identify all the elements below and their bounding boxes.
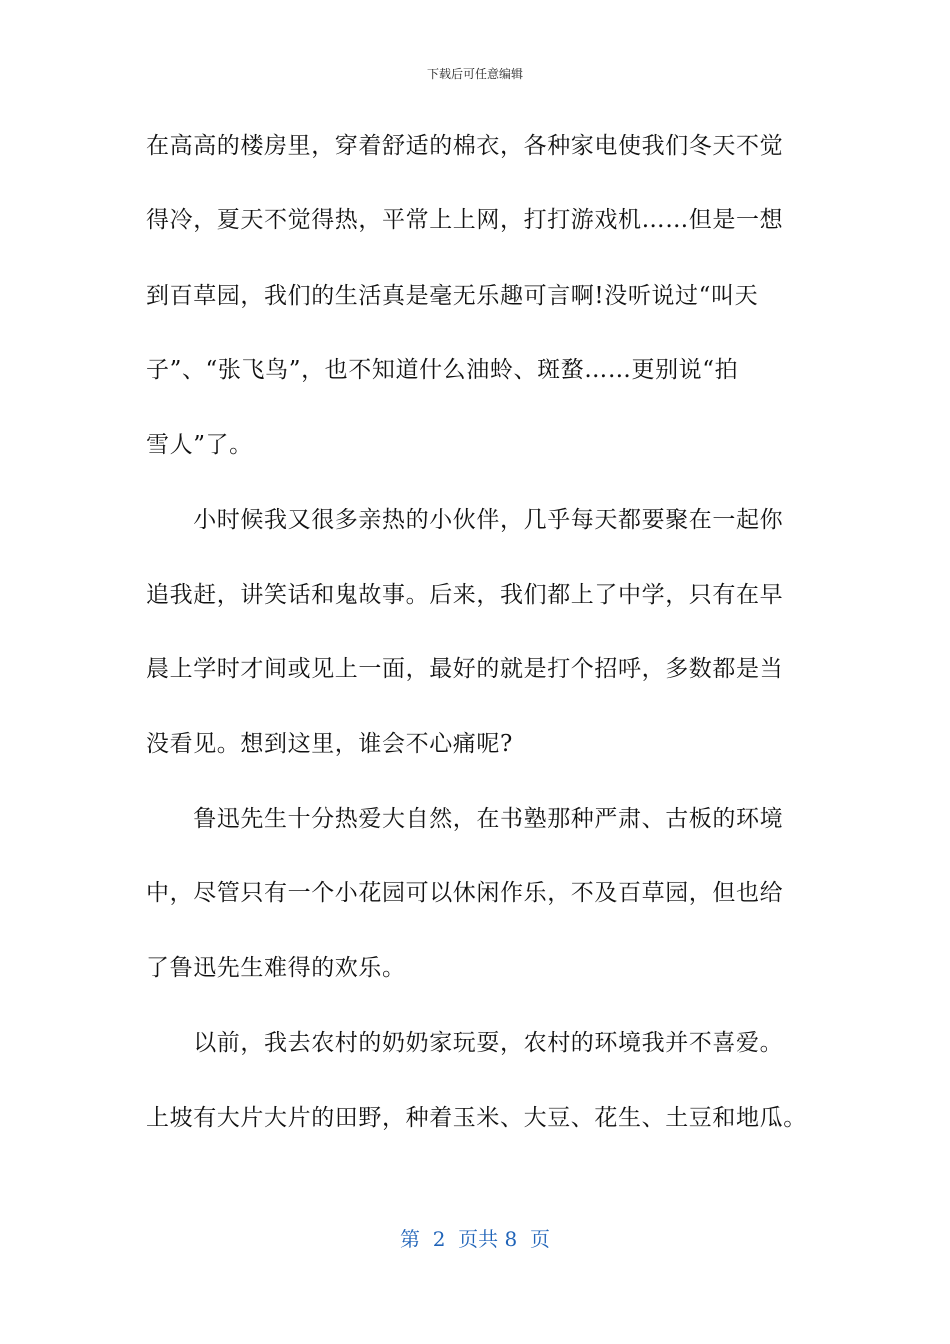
text-line: 中，尽管只有一个小花园可以休闲作乐，不及百草园，但也给 (146, 880, 784, 906)
text-line: 子”、“张飞鸟”，也不知道什么油蛉、斑蝥……更别说“拍 (146, 357, 739, 383)
page-header: 下载后可任意编辑 (426, 67, 523, 81)
text-line: 小时候我又很多亲热的小伙伴，几乎每天都要聚在一起你 (146, 507, 784, 533)
text-line: 到百草园，我们的生活真是毫无乐趣可言啊!没听说过“叫天 (146, 283, 759, 309)
text-line: 了鲁迅先生难得的欢乐。 (146, 955, 406, 981)
text-line: 得冷，夏天不觉得热，平常上上网，打打游戏机……但是一想 (146, 207, 784, 233)
text-line: 上坡有大片大片的田野，种着玉米、大豆、花生、土豆和地瓜。 (146, 1105, 807, 1131)
text-line: 以前，我去农村的奶奶家玩耍，农村的环境我并不喜爱。 (146, 1030, 784, 1056)
text-line: 晨上学时才间或见上一面，最好的就是打个招呼，多数都是当 (146, 656, 784, 682)
text-line: 在高高的楼房里，穿着舒适的棉衣，各种家电使我们冬天不觉 (146, 133, 784, 159)
text-line: 鲁迅先生十分热爱大自然，在书塾那种严肃、古板的环境 (146, 806, 784, 832)
text-line: 雪人”了。 (146, 432, 253, 458)
text-line: 没看见。想到这里，谁会不心痛呢? (146, 731, 513, 757)
text-line: 追我赶，讲笑话和鬼故事。后来，我们都上了中学，只有在早 (146, 582, 784, 608)
page-number-footer: 第 2 页共 8 页 (400, 1227, 550, 1251)
